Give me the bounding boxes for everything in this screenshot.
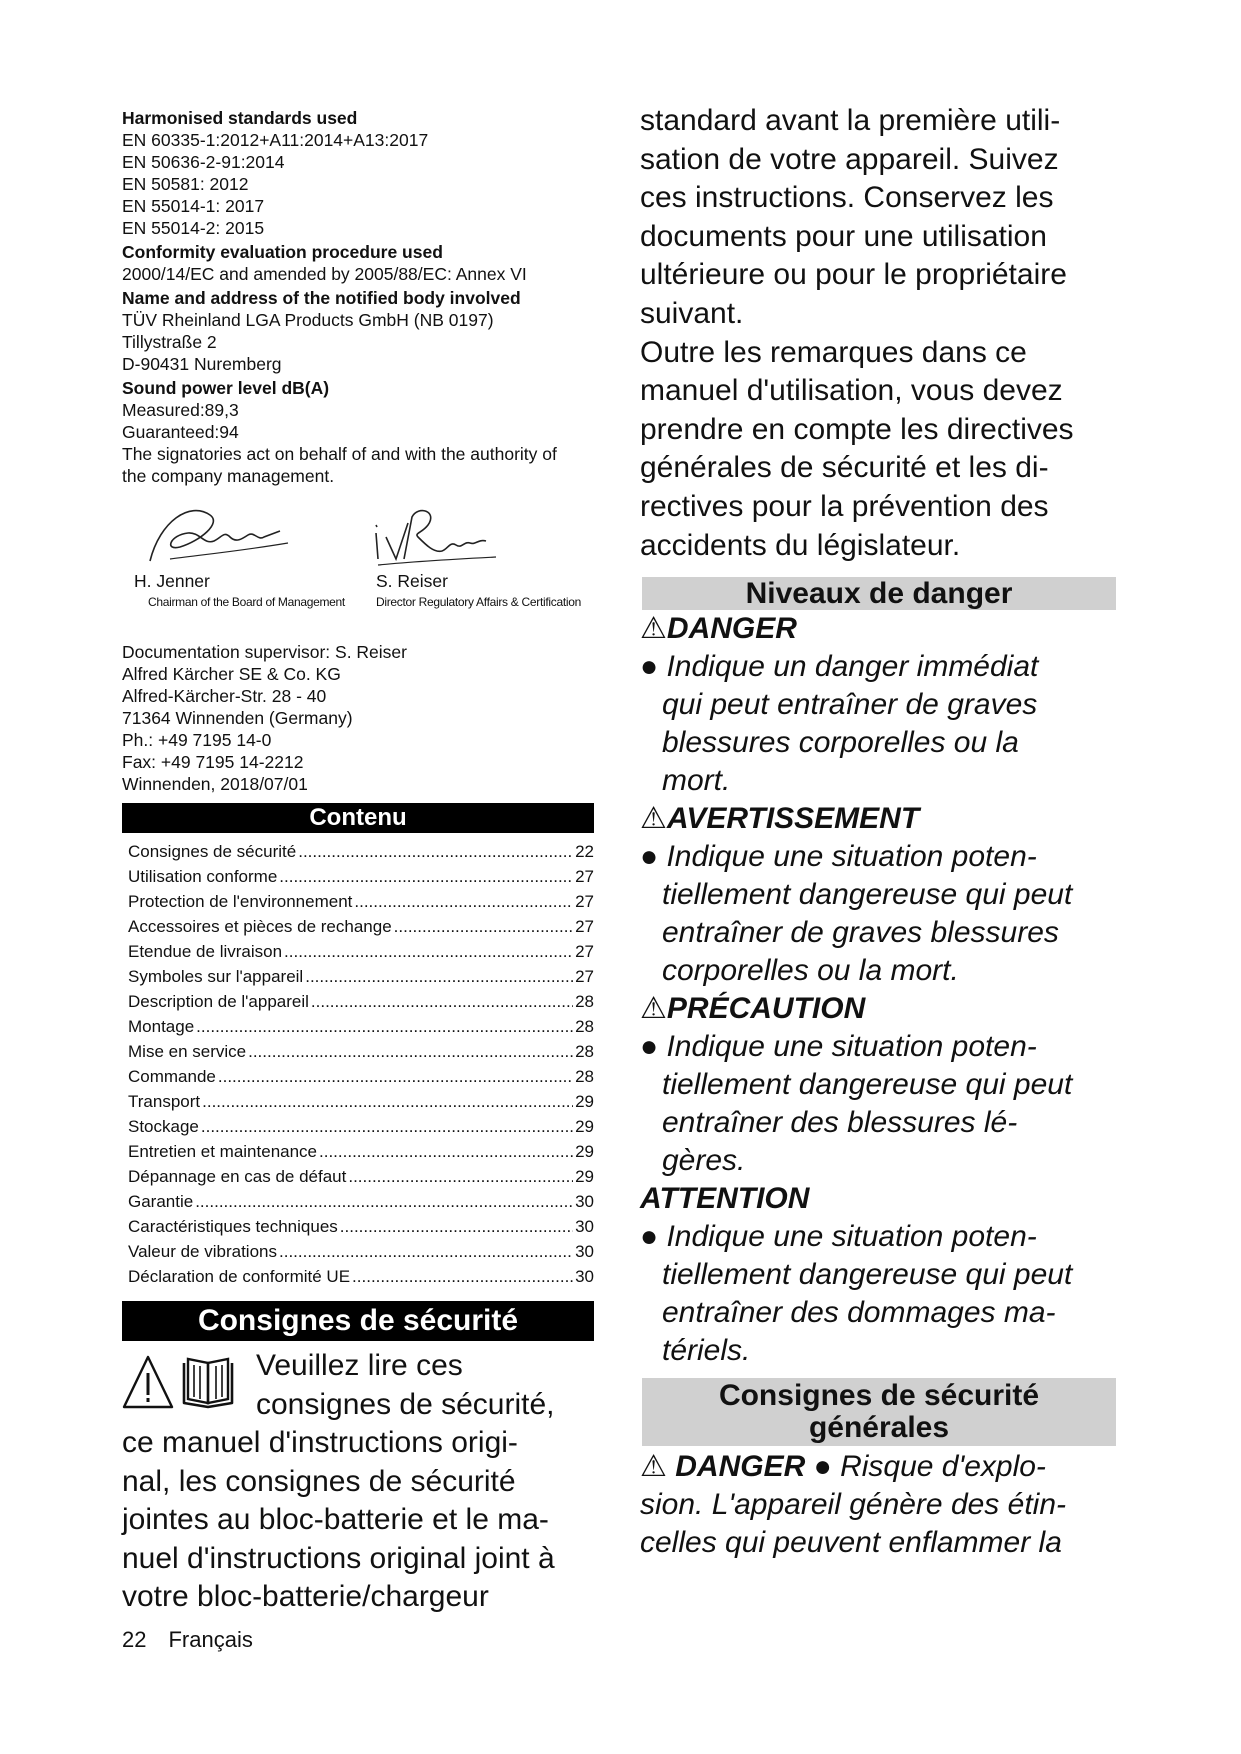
toc-leader-dots (202, 1089, 573, 1114)
toc-item-page: 27 (575, 967, 594, 986)
intro-line: ultérieure ou pour le propriétaire (640, 258, 1067, 292)
documentation-line: Alfred Kärcher SE & Co. KG (122, 664, 341, 684)
toc-item (128, 1114, 594, 1139)
toc-item-page: 27 (575, 942, 594, 961)
toc-item-page: 22 (575, 842, 594, 861)
toc-item (128, 1214, 594, 1239)
signatures (122, 501, 594, 641)
toc-leader-dots (354, 889, 573, 914)
toc-leader-dots (394, 914, 573, 939)
toc-item-page: 27 (575, 917, 594, 936)
toc-item-page: 30 (575, 1242, 594, 1261)
toc-leader-dots (311, 989, 573, 1014)
toc-leader-dots (298, 839, 573, 864)
toc-leader-dots (196, 1014, 573, 1039)
documentation-line: Winnenden, 2018/07/01 (122, 774, 308, 794)
safety-icons (122, 1353, 240, 1413)
toc-leader-dots (248, 1039, 573, 1064)
toc-item-page: 28 (575, 1042, 594, 1061)
page-number: 22 (122, 1627, 147, 1652)
contents-heading: Contenu (122, 803, 594, 833)
standard-line: EN 55014-2: 2015 (122, 218, 265, 238)
warning-triangle-icon (124, 1357, 172, 1407)
safety-body-line: jointes au bloc-batterie et le ma- (122, 1503, 549, 1536)
signatory-right-name: S. Reiser (376, 571, 448, 591)
toc-item (128, 889, 594, 914)
general-danger-label: DANGER (675, 1450, 806, 1484)
safety-body-line: ce manuel d'instructions origi- (122, 1426, 518, 1459)
manual-book-icon (184, 1359, 232, 1407)
toc-item-label: Valeur de vibrations (128, 1242, 277, 1261)
danger-level-text: entraîner des blessures lé- (662, 1106, 1018, 1140)
danger-level-name: DANGER (666, 612, 797, 646)
danger-level-name: ATTENTION (640, 1182, 810, 1216)
notified-line: Tillystraße 2 (122, 332, 217, 352)
toc-item-page: 30 (575, 1267, 594, 1286)
intro-line: ces instructions. Conservez les (640, 181, 1054, 215)
toc-item-page: 30 (575, 1217, 594, 1236)
toc-leader-dots (279, 864, 573, 889)
safety-intro-line: consignes de sécurité, (256, 1387, 555, 1421)
signature-jenner-icon (130, 501, 290, 573)
safety-intro-line: Veuillez lire ces (256, 1349, 463, 1382)
intro-line: standard avant la première utili- (640, 104, 1061, 137)
toc-item-label: Etendue de livraison (128, 942, 283, 961)
toc-item-label: Stockage (128, 1117, 199, 1136)
safety-intro (122, 1347, 594, 1617)
toc-item-label: Protection de l'environnement (128, 892, 353, 911)
toc-leader-dots (340, 1214, 573, 1239)
toc-item-label: Dépannage en cas de défaut (128, 1167, 347, 1186)
toc-leader-dots (218, 1064, 573, 1089)
danger-level-text: corporelles ou la mort. (662, 954, 959, 988)
toc-leader-dots (352, 1264, 573, 1289)
danger-level-text: mort. (662, 764, 731, 798)
documentation-line: Alfred-Kärcher-Str. 28 - 40 (122, 686, 327, 706)
danger-level-label (640, 610, 1118, 648)
notified-title: Name and address of the notified body involved (122, 288, 521, 308)
table-of-contents (122, 839, 594, 1289)
documentation-section (122, 641, 594, 795)
sound-line: Guaranteed:94 (122, 422, 239, 442)
notified-line: TÜV Rheinland LGA Products GmbH (NB 0197) (122, 310, 494, 330)
intro-line: prendre en compte les directives (640, 412, 1074, 446)
intro-line: suivant. (640, 296, 744, 330)
danger-level-text: ● Indique une situation poten- (640, 1030, 1037, 1064)
toc-item (128, 964, 594, 989)
toc-item (128, 1089, 594, 1114)
toc-leader-dots (195, 1189, 573, 1214)
toc-item-label: Accessoires et pièces de rechange (128, 917, 392, 936)
danger-level-name: AVERTISSEMENT (666, 802, 920, 836)
intro-line: manuel d'utilisation, vous devez (640, 374, 1063, 408)
toc-item (128, 914, 594, 939)
toc-item-label: Garantie (128, 1192, 194, 1211)
toc-item (128, 864, 594, 889)
footer-language: Français (168, 1627, 253, 1652)
warning-icon: ⚠ (640, 1450, 667, 1484)
procedure-line: 2000/14/EC and amended by 2005/88/EC: Annex VI (122, 264, 527, 284)
toc-item (128, 1064, 594, 1089)
toc-item-label: Transport (128, 1092, 201, 1111)
documentation-line: Ph.: +49 7195 14-0 (122, 730, 272, 750)
general-danger-text: sion. L'appareil génère des étin- (640, 1488, 1067, 1522)
danger-level-text: tiellement dangereuse qui peut (662, 1068, 1073, 1102)
general-danger-line (640, 1448, 1118, 1486)
toc-item (128, 1164, 594, 1189)
danger-level-text: tiellement dangereuse qui peut (662, 878, 1073, 912)
toc-item-page: 29 (575, 1142, 594, 1161)
warning-icon: ⚠ (640, 992, 667, 1026)
danger-level-text: blessures corporelles ou la (662, 726, 1019, 760)
danger-level-text: tériels. (662, 1334, 751, 1368)
toc-item (128, 1239, 594, 1264)
sound-line: The signatories act on behalf of and with the authority of (122, 444, 557, 464)
toc-item-label: Caractéristiques techniques (128, 1217, 338, 1236)
toc-item (128, 1039, 594, 1064)
left-column (122, 108, 594, 1617)
toc-item-page: 27 (575, 867, 594, 886)
safety-body-line: nuel d'instructions original joint à (122, 1541, 555, 1575)
toc-item-page: 29 (575, 1167, 594, 1186)
safety-heading: Consignes de sécurité (122, 1301, 594, 1341)
standard-line: EN 60335-1:2012+A11:2014+A13:2017 (122, 130, 429, 150)
standard-line: EN 50636-2-91:2014 (122, 152, 285, 172)
toc-leader-dots (319, 1139, 573, 1164)
notified-line: D-90431 Nuremberg (122, 354, 282, 374)
toc-item-label: Symboles sur l'appareil (128, 967, 304, 986)
standard-line: EN 50581: 2012 (122, 174, 249, 194)
toc-item-label: Mise en service (128, 1042, 247, 1061)
page-footer (122, 1626, 275, 1654)
danger-level-label (640, 800, 1118, 838)
intro-line: documents pour une utilisation (640, 219, 1047, 253)
procedure-title: Conformity evaluation procedure used (122, 242, 443, 262)
toc-item-page: 27 (575, 892, 594, 911)
sound-line: Measured:89,3 (122, 400, 239, 420)
danger-level-text: ● Indique un danger immédiat (640, 650, 1039, 684)
toc-item (128, 1139, 594, 1164)
toc-item-label: Commande (128, 1067, 216, 1086)
general-danger-first: ● Risque d'explo- (813, 1450, 1046, 1484)
general-safety-heading (642, 1378, 1116, 1446)
documentation-line: Documentation supervisor: S. Reiser (122, 642, 407, 662)
sound-line: the company management. (122, 466, 335, 486)
toc-item (128, 939, 594, 964)
danger-level-name: PRÉCAUTION (666, 992, 866, 1026)
toc-item-label: Déclaration de conformité UE (128, 1267, 351, 1286)
general-danger-text: celles qui peuvent enflammer la (640, 1526, 1062, 1560)
documentation-line: Fax: +49 7195 14-2212 (122, 752, 304, 772)
sound-section (122, 378, 594, 487)
intro-line: Outre les remarques dans ce (640, 335, 1027, 369)
signatory-left-role: Chairman of the Board of Management (148, 595, 345, 609)
danger-level-text: gères. (662, 1144, 746, 1178)
danger-level-text: tiellement dangereuse qui peut (662, 1258, 1073, 1292)
signature-reiser-icon (368, 503, 498, 569)
toc-item-page: 29 (575, 1092, 594, 1111)
intro-line: accidents du législateur. (640, 528, 961, 562)
general-heading-line: générales (808, 1411, 950, 1445)
sound-title: Sound power level dB(A) (122, 378, 330, 398)
signature-reiser (368, 503, 498, 569)
procedure-section (122, 242, 594, 285)
toc-leader-dots (279, 1239, 573, 1264)
toc-item (128, 989, 594, 1014)
general-heading-line: Consignes de sécurité (718, 1379, 1040, 1413)
toc-item (128, 1189, 594, 1214)
signatory-right-role: Director Regulatory Affairs & Certification (376, 595, 581, 609)
toc-leader-dots (284, 939, 573, 964)
toc-leader-dots (348, 1164, 573, 1189)
toc-item-page: 28 (575, 1067, 594, 1086)
danger-level-text: entraîner des dommages ma- (662, 1296, 1056, 1330)
danger-levels (640, 610, 1118, 1370)
harmonised-section (122, 108, 594, 239)
warning-icon: ⚠ (640, 802, 667, 836)
toc-item (128, 839, 594, 864)
intro-line: sation de votre appareil. Suivez (640, 142, 1059, 176)
notified-body-section (122, 288, 594, 375)
signatory-left-name: H. Jenner (134, 571, 210, 591)
toc-item-label: Consignes de sécurité (128, 842, 297, 861)
danger-level-text: ● Indique une situation poten- (640, 1220, 1037, 1254)
safety-body-line: votre bloc-batterie/chargeur (122, 1580, 489, 1613)
danger-level-text: entraîner de graves blessures (662, 916, 1059, 950)
harmonised-title: Harmonised standards used (122, 108, 358, 128)
toc-item-label: Montage (128, 1017, 195, 1036)
toc-leader-dots (201, 1114, 573, 1139)
safety-body-line: nal, les consignes de sécurité (122, 1464, 516, 1498)
toc-item-label: Entretien et maintenance (128, 1142, 318, 1161)
intro-line: rectives pour la prévention des (640, 489, 1049, 523)
standard-line: EN 55014-1: 2017 (122, 196, 265, 216)
toc-item-page: 30 (575, 1192, 594, 1211)
toc-item-page: 28 (575, 992, 594, 1011)
levels-heading: Niveaux de danger (642, 577, 1116, 610)
toc-leader-dots (305, 964, 573, 989)
toc-item-label: Description de l'appareil (128, 992, 309, 1011)
danger-level-label (640, 1180, 1118, 1218)
documentation-line: 71364 Winnenden (Germany) (122, 708, 353, 728)
toc-item-page: 29 (575, 1117, 594, 1136)
toc-item-label: Utilisation conforme (128, 867, 278, 886)
intro-line: générales de sécurité et les di- (640, 451, 1049, 485)
toc-item-page: 28 (575, 1017, 594, 1036)
toc-item (128, 1264, 594, 1289)
danger-level-text: ● Indique une situation poten- (640, 840, 1037, 874)
toc-item (128, 1014, 594, 1039)
danger-level-label (640, 990, 1118, 1028)
intro-text (640, 102, 1118, 565)
signature-jenner (130, 501, 290, 573)
warning-icon: ⚠ (640, 612, 667, 646)
right-column (640, 102, 1118, 1562)
danger-level-text: qui peut entraîner de graves (662, 688, 1038, 722)
